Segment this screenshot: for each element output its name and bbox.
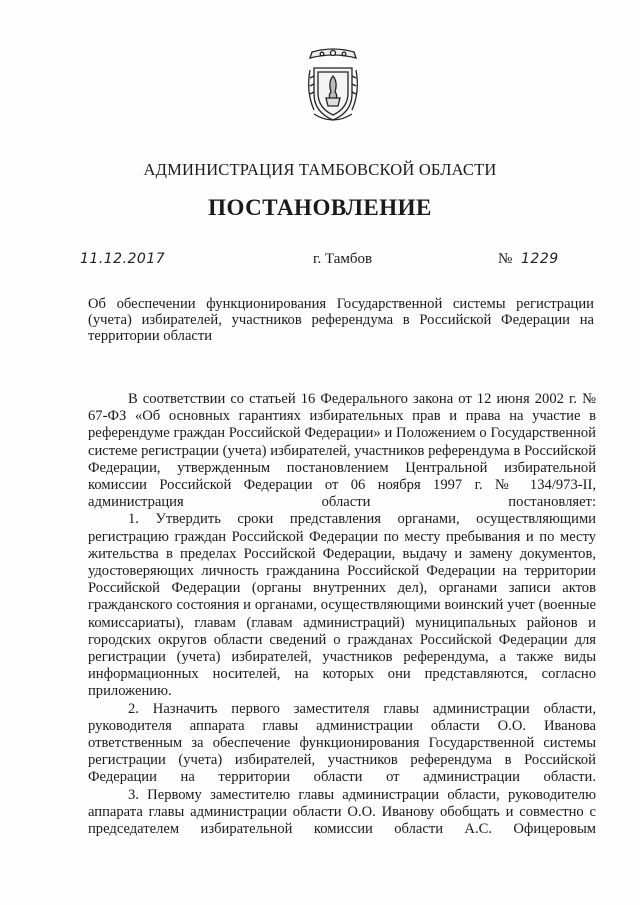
document-number: 1229: [521, 251, 559, 267]
preamble-paragraph: В соответствии со статьей 16 Федерального закона от 12 июня 2002 г. № 67-ФЗ «Об основных гарантиях избирательных прав и права на участие в референдуме граждан Российской Федерации» и Положением о Государственной системе регистрации (учета) избирателей, участников референдума в Российской Федерации, утвержденным постановлением Центральной избирательной комиссии Российской Федерации от 06 ноября 1997 г. № 134/973-II, администрация области постановляет:: [88, 391, 596, 511]
document-city: г. Тамбов: [313, 251, 373, 267]
document-subject: Об обеспечении функционирования Государственной системы регистрации (учета) избирателей, участников референдума в Российской Федерации на территории области: [88, 296, 594, 344]
document-date: 11.12.2017: [80, 251, 166, 267]
clause-3-paragraph: 3. Первому заместителю главы администрации области, руководителю аппарата главы администрации области О.О. Иванову обобщать и совместно с председателем избирательной комиссии области А.С. Офицеровым: [88, 786, 596, 838]
clause-2-paragraph: 2. Назначить первого заместителя главы администрации области, руководителя аппарата главы администрации области О.О. Иванова ответственным за обеспечение функционирования Государственной системы регистрации (учета) избирателей, участников референдума в Российской Федерации на территории области от администрации области.: [88, 700, 596, 786]
organization-name: АДМИНИСТРАЦИЯ ТАМБОВСКОЙ ОБЛАСТИ: [143, 160, 497, 179]
coat-of-arms-icon: [304, 48, 362, 124]
number-label: №: [498, 251, 513, 267]
document-body: [88, 391, 596, 838]
clause-1-paragraph: 1. Утвердить сроки представления органами, осуществляющими регистрацию граждан Российской Федерации по месту пребывания и по месту жительства в пределах Российской Федерации, выдачу и замену документов, удостоверяющих личность гражданина Российской Федерации на территории Российской Федерации (органы внутренних дел), органами записи актов гражданского состояния и органами, осуществляющими воинский учет (военные комиссариаты), главам (главам администраций) муниципальных районов и городских округов области сведений о гражданах Российской Федерации для регистрации (учета) избирателей, участников референдума, а также виды информационных носителей, на которых они представляются, согласно приложению.: [88, 511, 596, 700]
document-type: ПОСТАНОВЛЕНИЕ: [208, 195, 432, 220]
